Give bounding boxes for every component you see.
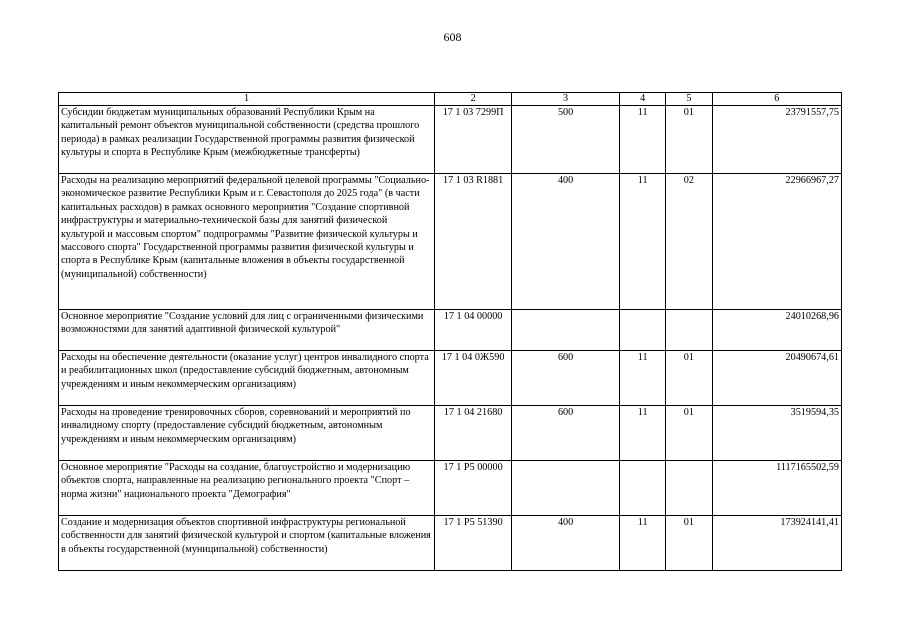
row-code: 17 1 P5 51390: [435, 516, 512, 571]
row-code: 17 1 03 7299П: [435, 106, 512, 174]
row-sum: 173924141,41: [712, 516, 842, 571]
table-row: [59, 351, 842, 406]
row-code: 17 1 04 21680: [435, 406, 512, 461]
row-subsection: 02: [666, 174, 712, 310]
row-section: 11: [620, 406, 666, 461]
column-header: 2: [435, 93, 512, 106]
row-sum: 3519594,35: [712, 406, 842, 461]
row-group: 600: [512, 351, 620, 406]
row-subsection: 01: [666, 406, 712, 461]
row-name: Основное мероприятие "Расходы на создание, благоустройство и модернизацию объектов спорта, направленные на реализацию регионального проекта "Спорт – норма жизни" национального проекта "Демография": [59, 461, 435, 516]
row-group: 400: [512, 516, 620, 571]
row-section: 11: [620, 174, 666, 310]
row-name: Субсидии бюджетам муниципальных образований Республики Крым на капитальный ремонт объектов муниципальной собственности (средства прошлого периода) в рамках реализации Государственной программы развития физической культуры и спорта в Республике Крым (межбюджетные трансферты): [59, 106, 435, 174]
page-number: 608: [443, 30, 462, 44]
column-header: 3: [512, 93, 620, 106]
table-row: [59, 516, 842, 571]
row-subsection: [666, 310, 712, 351]
row-sum: 24010268,96: [712, 310, 842, 351]
table-row: [59, 461, 842, 516]
column-header: 4: [620, 93, 666, 106]
row-group: [512, 461, 620, 516]
row-group: 500: [512, 106, 620, 174]
row-code: 17 1 04 0Ж590: [435, 351, 512, 406]
row-section: [620, 310, 666, 351]
column-header: 1: [59, 93, 435, 106]
table-header-row: [59, 93, 842, 106]
row-section: 11: [620, 106, 666, 174]
row-code: 17 1 03 R1881: [435, 174, 512, 310]
row-group: 600: [512, 406, 620, 461]
table-row: [59, 174, 842, 310]
row-code: 17 1 P5 00000: [435, 461, 512, 516]
table-row: [59, 406, 842, 461]
row-sum: 23791557,75: [712, 106, 842, 174]
row-subsection: 01: [666, 516, 712, 571]
row-section: 11: [620, 516, 666, 571]
table-row: [59, 106, 842, 174]
row-subsection: 01: [666, 106, 712, 174]
row-name: Расходы на обеспечение деятельности (оказание услуг) центров инвалидного спорта и реабилитационных школ (предоставление субсидий бюджетным, автономным учреждениям и иным некоммерческим организациям): [59, 351, 435, 406]
row-section: [620, 461, 666, 516]
row-section: 11: [620, 351, 666, 406]
row-subsection: [666, 461, 712, 516]
column-header: 5: [666, 93, 712, 106]
row-sum: 22966967,27: [712, 174, 842, 310]
column-header: 6: [712, 93, 842, 106]
row-sum: 20490674,61: [712, 351, 842, 406]
row-group: [512, 310, 620, 351]
budget-table: [58, 92, 842, 571]
row-name: Основное мероприятие "Создание условий для лиц с ограниченными физическими возможностями для занятий адаптивной физической культурой": [59, 310, 435, 351]
table-row: [59, 310, 842, 351]
row-sum: 1117165502,59: [712, 461, 842, 516]
row-name: Создание и модернизация объектов спортивной инфраструктуры региональной собственности для занятий физической культурой и спортом (капитальные вложения в объекты государственной (муниципальной) собственности): [59, 516, 435, 571]
row-group: 400: [512, 174, 620, 310]
row-subsection: 01: [666, 351, 712, 406]
row-name: Расходы на проведение тренировочных сборов, соревнований и мероприятий по инвалидному спорту (предоставление субсидий бюджетным, автономным учреждениям и иным некоммерческим организациям): [59, 406, 435, 461]
row-name: Расходы на реализацию мероприятий федеральной целевой программы "Социально-экономическое развитие Республики Крым и г. Севастополя до 2025 года" (в части капитальных расходов) в рамках основного мероприятия "Создание спортивной инфраструктуры и материально-технической базы для занятий физической культурой и массовым спортом" подпрограммы "Развитие физической культуры и массового спорта" Государственной программы развития физической культуры и спорта в Республике Крым (капитальные вложения в объекты государственной (муниципальной) собственности): [59, 174, 435, 310]
row-code: 17 1 04 00000: [435, 310, 512, 351]
